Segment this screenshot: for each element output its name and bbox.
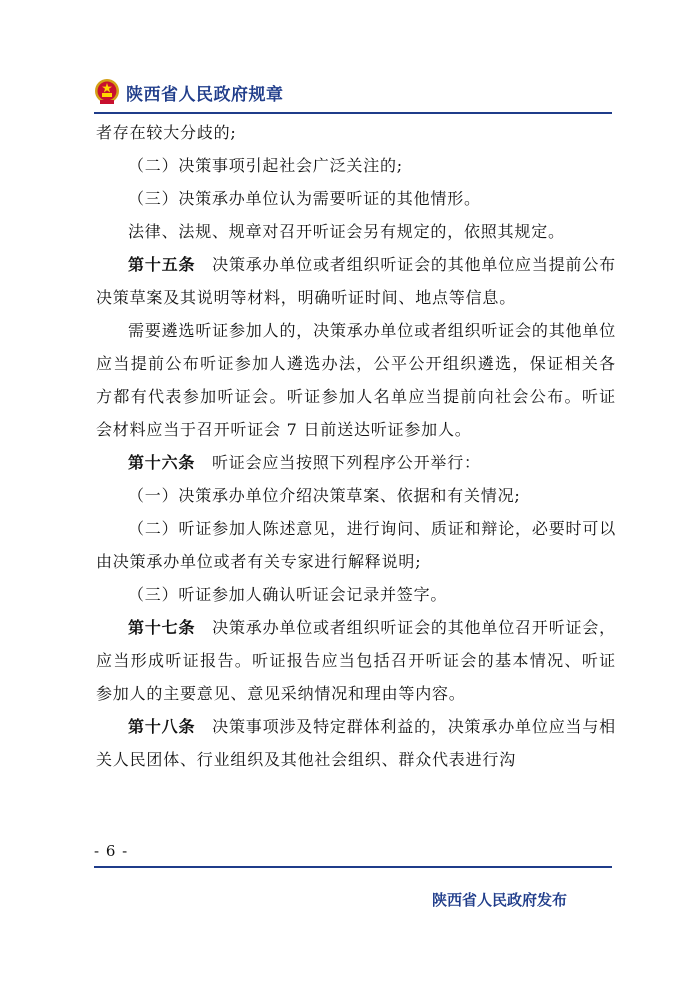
body-paragraph bbox=[96, 512, 616, 578]
article-number: 第十八条 bbox=[128, 717, 196, 736]
header-title: 陕西省人民政府规章 bbox=[126, 84, 284, 105]
article-number: 第十五条 bbox=[128, 255, 196, 274]
regulation-body bbox=[96, 116, 616, 776]
article-number: 第十七条 bbox=[128, 618, 196, 637]
article-paragraph bbox=[96, 248, 616, 314]
national-emblem-icon bbox=[94, 78, 120, 106]
article-paragraph bbox=[96, 611, 616, 710]
page-header bbox=[94, 74, 284, 110]
paragraph-text: （二）听证参加人陈述意见，进行询问、质证和辩论，必要时可以由决策承办单位或者有关专家进行解释说明; bbox=[96, 519, 616, 571]
body-paragraph bbox=[96, 479, 616, 512]
page-number: - 6 - bbox=[94, 842, 129, 860]
body-paragraph bbox=[96, 116, 616, 149]
paragraph-text: 者存在较大分歧的; bbox=[96, 123, 237, 142]
header-divider bbox=[94, 112, 612, 114]
footer-publisher: 陕西省人民政府发布 bbox=[432, 891, 568, 909]
footer-divider bbox=[94, 866, 612, 868]
paragraph-text: 法律、法规、规章对召开听证会另有规定的，依照其规定。 bbox=[128, 222, 565, 241]
paragraph-text: 听证会应当按照下列程序公开举行： bbox=[195, 453, 481, 472]
paragraph-text: （二）决策事项引起社会广泛关注的; bbox=[128, 156, 403, 175]
body-paragraph bbox=[96, 215, 616, 248]
paragraph-text: 决策事项涉及特定群体利益的，决策承办单位应当与相关人民团体、行业组织及其他社会组织、群众代表进行沟 bbox=[96, 717, 616, 769]
paragraph-text: （三）决策承办单位认为需要听证的其他情形。 bbox=[128, 189, 481, 208]
article-number: 第十六条 bbox=[128, 453, 196, 472]
paragraph-text: （三）听证参加人确认听证会记录并签字。 bbox=[128, 585, 448, 604]
paragraph-text: 决策承办单位或者组织听证会的其他单位召开听证会，应当形成听证报告。听证报告应当包括召开听证会的基本情况、听证参加人的主要意见、意见采纳情况和理由等内容。 bbox=[96, 618, 616, 703]
article-paragraph bbox=[96, 446, 616, 479]
paragraph-text: 决策承办单位或者组织听证会的其他单位应当提前公布决策草案及其说明等材料，明确听证时间、地点等信息。 bbox=[96, 255, 616, 307]
paragraph-text: 需要遴选听证参加人的，决策承办单位或者组织听证会的其他单位应当提前公布听证参加人遴选办法，公平公开组织遴选，保证相关各方都有代表参加听证会。听证参加人名单应当提前向社会公布。听证会材料应当于召开听证会 7 日前送达听证参加人。 bbox=[96, 321, 616, 439]
body-paragraph bbox=[96, 149, 616, 182]
article-paragraph bbox=[96, 710, 616, 776]
paragraph-text: （一）决策承办单位介绍决策草案、依据和有关情况; bbox=[128, 486, 521, 505]
body-paragraph bbox=[96, 314, 616, 446]
body-paragraph bbox=[96, 578, 616, 611]
body-paragraph bbox=[96, 182, 616, 215]
